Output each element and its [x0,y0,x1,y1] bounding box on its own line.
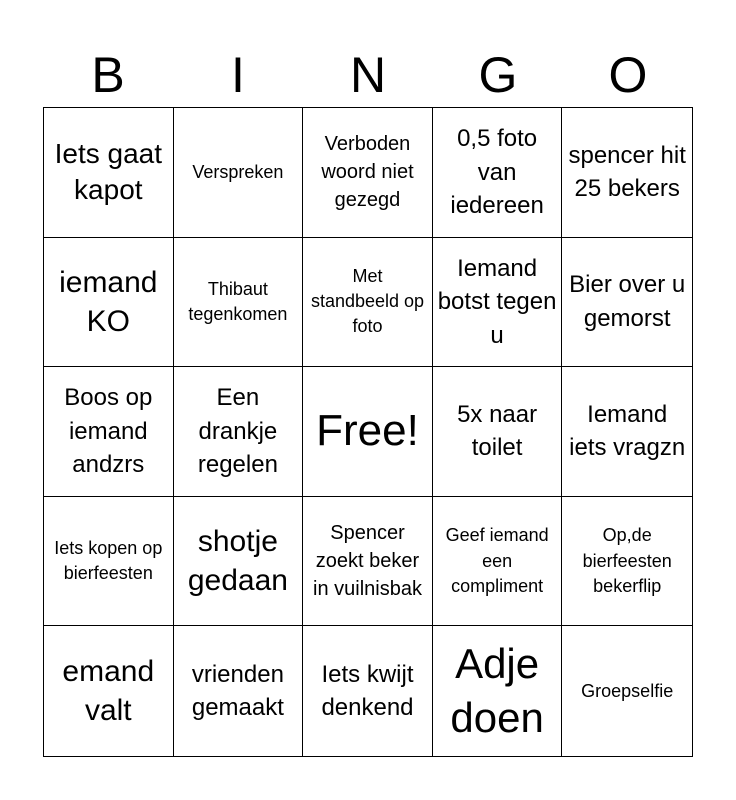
bingo-cell[interactable] [562,367,692,497]
cell-text: iemand KO [59,265,158,338]
cell-text: Geef iemand een compliment [445,525,549,596]
header-letter-o: O [608,47,648,103]
cell-text: Iets gaat kapot [54,137,162,206]
cell-text: Verspreken [192,161,284,182]
cell-text: Op,de bierfeesten bekerflip [582,525,672,596]
header-letter-b: B [91,47,125,103]
bingo-cell[interactable] [174,367,304,497]
cell-text: Iets kopen op bierfeesten [54,537,163,584]
header-letter-n: N [349,47,387,103]
cell-text: Verboden woord niet gezegd [321,133,414,212]
cell-text: 5x naar toilet [457,400,538,462]
cell-text: 0,5 foto van iedereen [450,124,544,220]
bingo-cell[interactable] [433,108,563,238]
bingo-cell[interactable] [44,497,174,627]
bingo-cell[interactable] [303,108,433,238]
bingo-header [43,42,693,108]
cell-text: Met standbeeld op foto [310,266,425,337]
bingo-cell[interactable] [433,626,563,756]
cell-text: spencer hit 25 bekers [568,141,686,203]
bingo-cell[interactable] [44,367,174,497]
cell-text: shotje gedaan [187,525,288,598]
bingo-cell[interactable] [174,108,304,238]
bingo-cell[interactable] [44,626,174,756]
bingo-cell[interactable] [433,497,563,627]
bingo-cell[interactable] [303,238,433,368]
cell-text: Adje doen [450,639,544,742]
cell-text: vrienden gemaakt [191,660,284,722]
bingo-cell[interactable] [562,108,692,238]
bingo-grid [43,107,693,757]
bingo-cell[interactable] [562,238,692,368]
cell-text: Bier over u gemorst [569,271,686,332]
free-space[interactable] [303,367,433,497]
cell-text: Thibaut tegenkomen [188,278,288,324]
cell-text: Iemand iets vragzn [569,400,686,462]
header-letter-g: G [478,47,518,103]
bingo-cell[interactable] [433,238,563,368]
cell-text: Boos op iemand andzrs [64,384,153,479]
bingo-cell[interactable] [303,497,433,627]
bingo-cell[interactable] [562,626,692,756]
header-letter-i: I [231,47,245,103]
cell-text: Spencer zoekt beker in vuilnisbak [313,522,422,601]
cell-text: emand valt [62,655,155,728]
bingo-cell[interactable] [433,367,563,497]
bingo-cell[interactable] [562,497,692,627]
cell-text: Een drankje regelen [197,384,278,479]
bingo-cell[interactable] [174,238,304,368]
bingo-cell[interactable] [174,497,304,627]
cell-text: Iemand botst tegen u [437,254,557,349]
bingo-cell[interactable] [44,238,174,368]
bingo-cell[interactable] [303,626,433,756]
bingo-cell[interactable] [174,626,304,756]
cell-text: Iets kwijt denkend [321,660,414,722]
cell-text: Groepselfie [581,680,674,701]
free-space-text: Free! [316,406,419,456]
bingo-cell[interactable] [44,108,174,238]
